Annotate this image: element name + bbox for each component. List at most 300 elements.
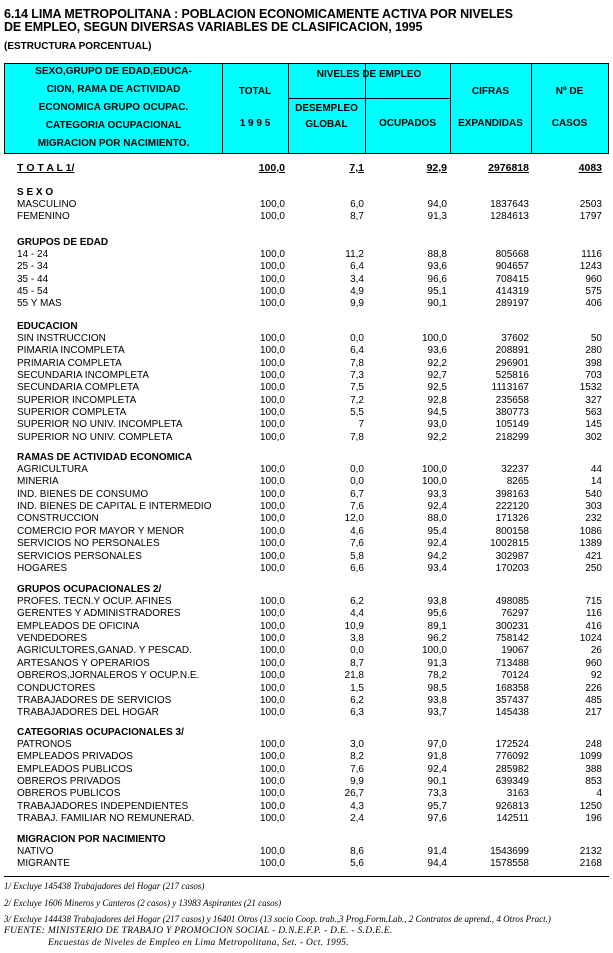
row-label: SUPERIOR INCOMPLETA <box>17 394 137 406</box>
total-desempleo: 7,1 <box>349 162 364 174</box>
row-label: EMPLEADOS DE OFICINA <box>17 620 140 632</box>
row-ocupados: 92,7 <box>427 370 447 382</box>
row-cifras: 8265 <box>506 476 529 488</box>
row-cifras: 208891 <box>495 345 529 357</box>
row-label: PROFES. TECN.Y OCUP. AFINES <box>17 596 172 607</box>
table-row <box>0 333 613 345</box>
row-cifras: 235658 <box>495 394 529 406</box>
row-total: 100,0 <box>259 261 285 273</box>
row-ocupados: 93,8 <box>427 596 447 607</box>
table-row <box>0 658 613 670</box>
row-cifras: 171326 <box>495 513 529 525</box>
row-total: 100,0 <box>259 476 285 488</box>
row-casos: 226 <box>585 682 602 694</box>
row-ocupados: 97,0 <box>427 739 447 750</box>
table-row <box>0 199 613 211</box>
row-casos: 26 <box>590 645 602 657</box>
row-desempleo: 5,5 <box>350 407 364 419</box>
row-label: SUPERIOR NO UNIV. INCOMPLETA <box>17 419 183 431</box>
table-row <box>0 211 613 223</box>
row-ocupados: 97,6 <box>427 813 447 825</box>
row-casos: 145 <box>585 419 602 431</box>
row-cifras: 1002815 <box>490 538 529 550</box>
row-ocupados: 88,8 <box>427 249 447 260</box>
header-niveles: NIVELES DE EMPLEO <box>316 69 422 80</box>
row-total: 100,0 <box>259 813 285 825</box>
row-ocupados: 73,3 <box>427 788 447 800</box>
section-title: RAMAS DE ACTIVIDAD ECONOMICA <box>17 452 193 463</box>
row-cifras: 380773 <box>495 407 529 419</box>
row-cifras: 3163 <box>506 788 529 800</box>
row-ocupados: 92,2 <box>427 357 447 369</box>
row-total: 100,0 <box>259 763 285 775</box>
row-total: 100,0 <box>259 596 285 607</box>
row-ocupados: 93,7 <box>427 707 447 719</box>
row-total: 100,0 <box>259 670 285 682</box>
table-row <box>0 621 613 633</box>
table-row <box>0 846 613 858</box>
row-desempleo: 6,4 <box>350 345 364 357</box>
row-cifras: 168358 <box>495 682 529 694</box>
total-row <box>0 162 613 175</box>
table-row <box>0 813 613 825</box>
row-casos: 280 <box>585 345 602 357</box>
row-cifras: 525816 <box>495 370 529 382</box>
row-label: PRIMARIA COMPLETA <box>17 357 122 369</box>
row-cifras: 805668 <box>495 249 529 260</box>
row-label: FEMENINO <box>17 211 70 223</box>
header-desempleo-line: GLOBAL <box>305 119 348 130</box>
row-cifras: 170203 <box>495 562 529 574</box>
row-desempleo: 10,9 <box>344 620 364 632</box>
row-total: 100,0 <box>259 657 285 669</box>
row-cifras: 708415 <box>495 273 529 285</box>
row-desempleo: 7,6 <box>350 501 364 513</box>
row-ocupados: 90,1 <box>427 298 447 310</box>
row-ocupados: 94,0 <box>427 199 447 210</box>
row-total: 100,0 <box>259 800 285 812</box>
total-cifras: 2976818 <box>488 162 529 174</box>
row-cifras: 926813 <box>495 800 529 812</box>
table-row <box>0 739 613 751</box>
row-total: 100,0 <box>259 357 285 369</box>
row-total: 100,0 <box>259 333 285 344</box>
row-desempleo: 6,2 <box>350 596 364 607</box>
row-desempleo: 9,9 <box>350 298 364 310</box>
row-desempleo: 9,9 <box>350 776 364 787</box>
row-casos: 14 <box>590 476 602 488</box>
table-row <box>0 764 613 776</box>
row-casos: 232 <box>585 513 602 525</box>
row-casos: 1243 <box>579 261 602 273</box>
row-desempleo: 7 <box>358 419 364 431</box>
row-label: SERVICIOS PERSONALES <box>17 550 142 562</box>
row-label: PIMARIA INCOMPLETA <box>17 345 125 357</box>
row-label: 55 Y MAS <box>17 298 62 310</box>
row-desempleo: 5,8 <box>350 550 364 562</box>
row-total: 100,0 <box>259 273 285 285</box>
header-cifras-line: EXPANDIDAS <box>458 118 523 129</box>
row-cifras: 1837643 <box>490 199 529 210</box>
row-total: 100,0 <box>259 407 285 419</box>
row-desempleo: 7,6 <box>350 538 364 550</box>
row-ocupados: 91,3 <box>427 657 447 669</box>
table-row <box>0 751 613 763</box>
row-desempleo: 5,6 <box>350 858 364 870</box>
row-total: 100,0 <box>259 538 285 550</box>
row-desempleo: 6,6 <box>350 562 364 574</box>
row-casos: 2132 <box>579 846 602 857</box>
row-label: SERVICIOS NO PERSONALES <box>17 538 160 550</box>
row-casos: 1086 <box>579 525 602 537</box>
footnote-1: 1/ Excluye 145438 Trabajadores del Hogar (217 casos) <box>4 881 205 891</box>
row-total: 100,0 <box>259 464 285 475</box>
row-ocupados: 94,4 <box>427 858 447 870</box>
row-desempleo: 6,3 <box>350 707 364 719</box>
header-casos <box>531 64 608 152</box>
section-title: MIGRACION POR NACIMIENTO <box>17 834 166 845</box>
row-desempleo: 4,6 <box>350 525 364 537</box>
row-label: AGRICULTORES,GANAD. Y PESCAD. <box>17 645 192 657</box>
row-cifras: 414319 <box>495 286 529 298</box>
row-total: 100,0 <box>259 370 285 382</box>
row-total: 100,0 <box>259 739 285 750</box>
row-ocupados: 92,4 <box>427 538 447 550</box>
row-label: TRABAJ. FAMILIAR NO REMUNERAD. <box>17 813 195 825</box>
row-label: SUPERIOR COMPLETA <box>17 407 127 419</box>
row-cifras: 296901 <box>495 357 529 369</box>
table-title <box>4 8 513 34</box>
table-row <box>0 707 613 719</box>
row-ocupados: 93,6 <box>427 261 447 273</box>
row-cifras: 1578558 <box>490 858 529 870</box>
row-total: 100,0 <box>259 645 285 657</box>
row-cifras: 357437 <box>495 694 529 706</box>
row-casos: 715 <box>585 596 602 607</box>
row-label: MINERIA <box>17 476 59 488</box>
row-desempleo: 26,7 <box>344 788 364 800</box>
header-category-line: MIGRACION POR NACIMIENTO. <box>37 138 190 149</box>
table-row <box>0 464 613 476</box>
row-casos: 416 <box>585 620 602 632</box>
row-desempleo: 7,2 <box>350 394 364 406</box>
row-total: 100,0 <box>259 211 285 223</box>
row-total: 100,0 <box>259 562 285 574</box>
table-row <box>0 801 613 813</box>
row-casos: 421 <box>585 550 602 562</box>
row-cifras: 19067 <box>501 645 529 657</box>
row-ocupados: 95,7 <box>427 800 447 812</box>
row-ocupados: 96,2 <box>427 633 447 644</box>
table-row <box>0 695 613 707</box>
row-desempleo: 0,0 <box>350 476 364 488</box>
row-cifras: 145438 <box>495 707 529 719</box>
row-cifras: 218299 <box>495 431 529 443</box>
row-desempleo: 12,0 <box>344 513 364 525</box>
header-cifras <box>450 64 531 152</box>
row-ocupados: 92,8 <box>427 394 447 406</box>
table-row <box>0 513 613 525</box>
footnote-3: 3/ Excluye 144438 Trabajadores del Hogar (217 casos) y 16401 Otros (13 socio Coop. trab.,3 Prog.Form.Lab., 2 Contratos de aprend., 4 Otros Pract.) <box>4 914 551 924</box>
row-casos: 485 <box>585 694 602 706</box>
row-cifras: 758142 <box>495 633 529 644</box>
row-casos: 217 <box>585 707 602 719</box>
row-casos: 50 <box>590 333 602 344</box>
header-desempleo-line: DESEMPLEO <box>295 103 358 114</box>
table-row <box>0 551 613 563</box>
row-casos: 1532 <box>579 382 602 394</box>
row-total: 100,0 <box>259 525 285 537</box>
row-casos: 540 <box>585 488 602 500</box>
row-label: CONDUCTORES <box>17 682 96 694</box>
row-cifras: 776092 <box>495 751 529 763</box>
header-casos-line: CASOS <box>551 118 588 129</box>
row-ocupados: 93,8 <box>427 694 447 706</box>
row-casos: 327 <box>585 394 602 406</box>
header-casos-line: Nº DE <box>555 86 584 97</box>
row-desempleo: 6,2 <box>350 694 364 706</box>
row-label: 14 - 24 <box>17 249 49 260</box>
row-casos: 575 <box>585 286 602 298</box>
row-label: COMERCIO POR MAYOR Y MENOR <box>17 525 185 537</box>
row-total: 100,0 <box>259 488 285 500</box>
row-casos: 2168 <box>579 858 602 870</box>
row-ocupados: 92,2 <box>427 431 447 443</box>
header-cifras-line: CIFRAS <box>471 86 510 97</box>
row-label: OBREROS PUBLICOS <box>17 788 121 800</box>
row-label: 25 - 34 <box>17 261 49 273</box>
row-desempleo: 7,8 <box>350 357 364 369</box>
total-ocupados: 92,9 <box>426 162 447 174</box>
table-row <box>0 358 613 370</box>
table-row <box>0 788 613 800</box>
table-row <box>0 683 613 695</box>
row-cifras: 302987 <box>495 550 529 562</box>
row-cifras: 904657 <box>495 261 529 273</box>
row-desempleo: 6,0 <box>350 199 364 210</box>
row-label: NATIVO <box>17 846 54 857</box>
row-desempleo: 7,8 <box>350 431 364 443</box>
row-desempleo: 8,6 <box>350 846 364 857</box>
row-desempleo: 21,8 <box>344 670 364 682</box>
row-casos: 250 <box>585 562 602 574</box>
table-row <box>0 608 613 620</box>
total-casos: 4083 <box>578 162 602 174</box>
row-total: 100,0 <box>259 788 285 800</box>
row-desempleo: 6,4 <box>350 261 364 273</box>
row-ocupados: 96,6 <box>427 273 447 285</box>
row-total: 100,0 <box>259 345 285 357</box>
row-total: 100,0 <box>259 501 285 513</box>
row-casos: 1099 <box>579 751 602 763</box>
row-casos: 4 <box>596 788 602 800</box>
table-row <box>0 563 613 575</box>
row-ocupados: 93,3 <box>427 488 447 500</box>
source-line-1: FUENTE: MINISTERIO DE TRABAJO Y PROMOCION SOCIAL - D.N.E.F.P. - D.E. - S.D.E.E. <box>4 926 393 936</box>
row-total: 100,0 <box>259 694 285 706</box>
table-row <box>0 858 613 870</box>
table-row <box>0 382 613 394</box>
row-label: OBREROS PRIVADOS <box>17 776 121 787</box>
row-total: 100,0 <box>259 382 285 394</box>
row-cifras: 498085 <box>495 596 529 607</box>
table-row <box>0 407 613 419</box>
row-casos: 1797 <box>579 211 602 223</box>
row-desempleo: 8,7 <box>350 211 364 223</box>
row-total: 100,0 <box>259 776 285 787</box>
row-ocupados: 100,0 <box>421 333 447 344</box>
row-label: TRABAJADORES DEL HOGAR <box>17 707 159 719</box>
header-category-line: ECONOMICA GRUPO OCUPAC. <box>38 102 189 113</box>
total-label: T O T A L 1/ <box>17 162 75 174</box>
row-casos: 1024 <box>579 633 602 644</box>
row-desempleo: 8,2 <box>350 751 364 763</box>
row-casos: 853 <box>585 776 602 787</box>
row-desempleo: 7,3 <box>350 370 364 382</box>
row-casos: 248 <box>585 739 602 750</box>
row-ocupados: 98,5 <box>427 682 447 694</box>
row-label: MIGRANTE <box>17 858 70 870</box>
row-cifras: 1284613 <box>490 211 529 223</box>
row-ocupados: 100,0 <box>421 464 447 475</box>
table-row <box>0 633 613 645</box>
row-ocupados: 94,5 <box>427 407 447 419</box>
row-desempleo: 6,7 <box>350 488 364 500</box>
row-total: 100,0 <box>259 751 285 763</box>
table-row <box>0 489 613 501</box>
row-cifras: 37602 <box>501 333 529 344</box>
row-total: 100,0 <box>259 249 285 260</box>
table-row <box>0 395 613 407</box>
row-label: CONSTRUCCION <box>17 513 99 525</box>
title-line-2: DE EMPLEO, SEGUN DIVERSAS VARIABLES DE CLASIFICACION, 1995 <box>4 20 423 34</box>
row-label: HOGARES <box>17 562 68 574</box>
row-ocupados: 93,0 <box>427 419 447 431</box>
row-ocupados: 92,4 <box>427 501 447 513</box>
row-total: 100,0 <box>259 620 285 632</box>
table-row <box>0 298 613 310</box>
row-total: 100,0 <box>259 394 285 406</box>
table-row <box>0 538 613 550</box>
row-cifras: 285982 <box>495 763 529 775</box>
row-ocupados: 92,5 <box>427 382 447 394</box>
header-category-line: SEXO,GRUPO DE EDAD,EDUCA- <box>35 66 192 77</box>
row-ocupados: 91,4 <box>427 846 447 857</box>
row-desempleo: 8,7 <box>350 657 364 669</box>
table-subtitle: (ESTRUCTURA PORCENTUAL) <box>4 41 152 52</box>
row-label: AGRICULTURA <box>17 464 88 475</box>
row-label: TRABAJADORES DE SERVICIOS <box>17 694 172 706</box>
row-desempleo: 3,4 <box>350 273 364 285</box>
row-casos: 406 <box>585 298 602 310</box>
section-title: CATEGORIAS OCUPACIONALES 3/ <box>17 727 184 738</box>
source-line-2: Encuestas de Niveles de Empleo en Lima Metropolitana, Set. - Oct. 1995. <box>48 938 349 948</box>
header-desempleo <box>288 99 365 135</box>
table-header <box>4 63 609 154</box>
table-row <box>0 345 613 357</box>
row-label: EMPLEADOS PRIVADOS <box>17 751 133 763</box>
title-line-1: 6.14 LIMA METROPOLITANA : POBLACION ECONOMICAMENTE ACTIVA POR NIVELES <box>4 7 513 21</box>
row-total: 100,0 <box>259 707 285 719</box>
row-desempleo: 1,5 <box>350 682 364 694</box>
row-casos: 960 <box>585 657 602 669</box>
row-casos: 563 <box>585 407 602 419</box>
row-total: 100,0 <box>259 633 285 644</box>
row-total: 100,0 <box>259 419 285 431</box>
row-cifras: 713488 <box>495 657 529 669</box>
row-cifras: 222120 <box>495 501 529 513</box>
row-casos: 703 <box>585 370 602 382</box>
row-desempleo: 0,0 <box>350 464 364 475</box>
row-ocupados: 93,4 <box>427 562 447 574</box>
row-total: 100,0 <box>259 550 285 562</box>
row-label: OBREROS,JORNALEROS Y OCUP.N.E. <box>17 670 200 682</box>
row-casos: 302 <box>585 431 602 443</box>
row-label: ARTESANOS Y OPERARIOS <box>17 657 150 669</box>
row-label: SIN INSTRUCCION <box>17 333 106 344</box>
row-casos: 1250 <box>579 800 602 812</box>
row-label: SECUNDARIA COMPLETA <box>17 382 140 394</box>
header-total-year: 1 9 9 5 <box>239 118 271 129</box>
row-desempleo: 4,4 <box>350 608 364 620</box>
row-casos: 960 <box>585 273 602 285</box>
row-ocupados: 91,8 <box>427 751 447 763</box>
row-cifras: 289197 <box>495 298 529 310</box>
row-desempleo: 3,0 <box>350 739 364 750</box>
row-label: GERENTES Y ADMINISTRADORES <box>17 608 181 620</box>
table-row <box>0 261 613 273</box>
row-casos: 2503 <box>579 199 602 210</box>
row-casos: 92 <box>590 670 602 682</box>
header-category <box>5 64 222 152</box>
row-cifras: 172524 <box>495 739 529 750</box>
row-casos: 388 <box>585 763 602 775</box>
table-row <box>0 274 613 286</box>
table-row <box>0 526 613 538</box>
row-desempleo: 11,2 <box>345 249 364 260</box>
row-desempleo: 4,3 <box>350 800 364 812</box>
row-ocupados: 95,6 <box>427 608 447 620</box>
row-cifras: 1113167 <box>491 382 529 394</box>
row-casos: 1116 <box>581 249 602 260</box>
row-ocupados: 92,4 <box>427 763 447 775</box>
row-cifras: 32237 <box>501 464 529 475</box>
row-ocupados: 93,6 <box>427 345 447 357</box>
row-total: 100,0 <box>259 298 285 310</box>
table-row <box>0 776 613 788</box>
row-desempleo: 0,0 <box>350 645 364 657</box>
row-cifras: 398163 <box>495 488 529 500</box>
footnote-2: 2/ Excluye 1606 Mineros y Canteros (2 casos) y 13983 Aspirantes (21 casos) <box>4 898 282 908</box>
row-label: MASCULINO <box>17 199 77 210</box>
header-category-line: CATEGORIA OCUPACIONAL <box>45 120 182 131</box>
row-cifras: 70124 <box>501 670 529 682</box>
row-ocupados: 89,1 <box>427 620 447 632</box>
row-casos: 196 <box>585 813 602 825</box>
row-total: 100,0 <box>259 608 285 620</box>
table-row <box>0 370 613 382</box>
row-cifras: 800158 <box>495 525 529 537</box>
row-casos: 1389 <box>579 538 602 550</box>
row-casos: 398 <box>585 357 602 369</box>
header-total-label: TOTAL <box>238 86 272 97</box>
row-ocupados: 78,2 <box>427 670 447 682</box>
row-ocupados: 100,0 <box>421 476 447 488</box>
row-label: SECUNDARIA INCOMPLETA <box>17 370 150 382</box>
row-casos: 116 <box>586 608 602 620</box>
row-label: VENDEDORES <box>17 633 88 644</box>
row-total: 100,0 <box>259 431 285 443</box>
